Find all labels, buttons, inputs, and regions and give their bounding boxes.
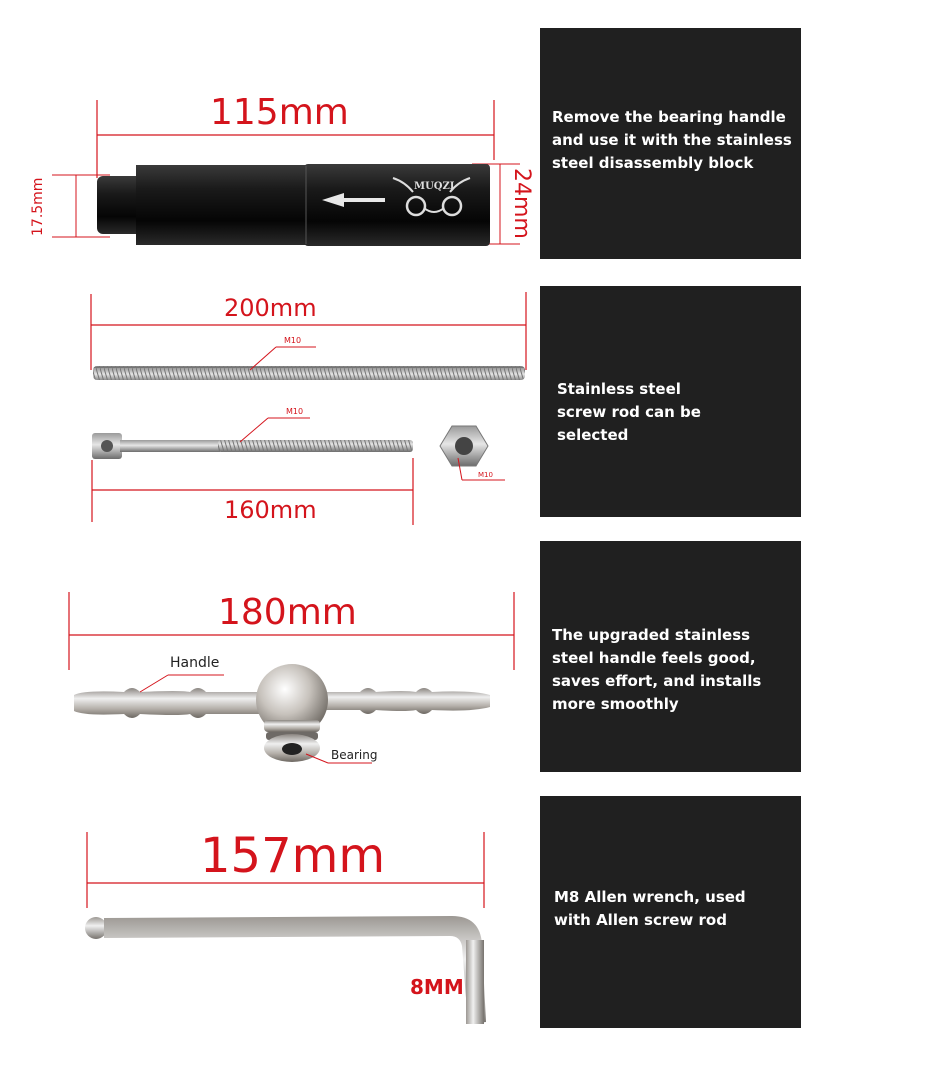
- dimension-115mm: 115mm: [210, 92, 349, 133]
- figure-extension-tube: [0, 0, 540, 270]
- thread-label-nut: M10: [478, 471, 493, 479]
- description-text-3: The upgraded stainless steel handle feels good, saves effort, and installs more smoothly: [552, 626, 762, 713]
- description-panel-3: [540, 541, 801, 772]
- figure-allen-wrench: [0, 790, 540, 1062]
- wrench-body: [104, 916, 486, 1024]
- description-text-2: Stainless steel screw rod can be selected: [557, 380, 701, 444]
- description-panel-1: [540, 28, 801, 259]
- dimension-157mm: 157mm: [200, 828, 386, 884]
- extension-tube-illustration: [0, 0, 540, 270]
- wrench-ball-end: [85, 917, 107, 939]
- description-text-4: M8 Allen wrench, used with Allen screw rod: [554, 888, 746, 929]
- handle-illustration: [0, 540, 540, 790]
- bolt-shank: [120, 440, 220, 452]
- dimension-200mm: 200mm: [224, 294, 317, 322]
- description-panel-2: [540, 286, 801, 517]
- dimension-24mm: 24mm: [509, 168, 534, 239]
- long-screw-rod: [93, 366, 525, 380]
- description-panel-4: [540, 796, 801, 1028]
- tube-body: [136, 165, 306, 245]
- thread-label-bolt: M10: [286, 407, 304, 416]
- hex-size-label: 8MM: [410, 975, 464, 999]
- dimension-160mm: 160mm: [224, 496, 317, 524]
- dimension-17-5mm: 17.5mm: [30, 177, 46, 236]
- thread-label-long-rod: M10: [284, 336, 302, 345]
- figure-screw-rods: [0, 270, 540, 540]
- handle-label: Handle: [170, 655, 220, 671]
- description-text-1: Remove the bearing handle and use it with the stainless steel disassembly block: [552, 108, 792, 172]
- brand-label: MUQZI: [414, 181, 455, 192]
- handle-left-arm: [74, 688, 266, 718]
- handle-right-arm: [320, 688, 490, 714]
- bolt-thread: [218, 440, 413, 452]
- dimension-180mm: 180mm: [218, 592, 357, 633]
- bearing-label: Bearing: [331, 748, 378, 762]
- figure-handle: [0, 540, 540, 790]
